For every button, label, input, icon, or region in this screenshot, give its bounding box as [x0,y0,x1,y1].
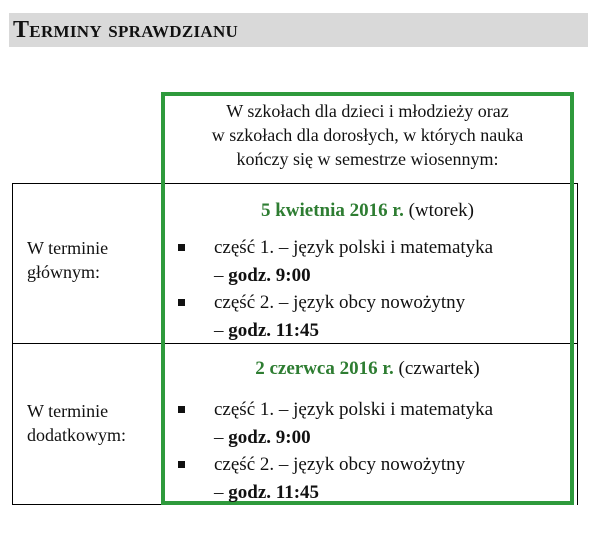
date-main-day: (wtorek) [408,200,475,221]
list-item-dash: – [214,427,229,448]
list-item-time: godz. 9:00 [228,265,311,286]
label-column [12,183,164,505]
row-label-extra-line1: W terminie [27,401,109,421]
list-item-time: godz. 9:00 [228,427,311,448]
row-label-extra [27,399,126,447]
column-header [166,99,569,171]
date-extra-day: (czwartek) [398,358,480,379]
list-item-text: część 1. – język polski i matematyka [214,237,494,258]
list-item [178,396,568,452]
list-item-text: część 2. – język obcy nowożytny [214,454,466,475]
list-item-time-line [178,317,568,345]
square-bullet-icon [178,461,185,468]
date-extra [166,356,569,382]
list-item [178,289,568,345]
page-title: Terminy sprawdzianu [13,16,239,43]
list-item-time-line [178,479,568,507]
row-label-main-line2: głównym: [27,262,101,282]
date-main [166,198,569,224]
list-item-text: część 2. – język obcy nowożytny [214,292,466,313]
date-extra-value: 2 czerwca 2016 r. [255,358,394,379]
list-item-time-line [178,424,568,452]
column-header-line2: w szkołach dla dorosłych, w których nauka [211,125,524,145]
row-label-main [27,236,108,284]
list-item-time: godz. 11:45 [228,482,320,503]
square-bullet-icon [178,299,185,306]
square-bullet-icon [178,406,185,413]
date-main-value: 5 kwietnia 2016 r. [260,200,404,221]
list-item-time-line [178,262,568,290]
list-item-dash: – [214,265,229,286]
list-item-dash: – [214,482,229,503]
list-item-time: godz. 11:45 [228,320,320,341]
table-right-edge [577,183,578,505]
list-item-dash: – [214,320,229,341]
square-bullet-icon [178,244,185,251]
list-item-text: część 1. – język polski i matematyka [214,399,494,420]
row-label-main-line1: W terminie [27,238,109,258]
list-item [178,451,568,507]
column-header-line1: W szkołach dla dzieci i młodzieży oraz [226,101,509,121]
list-item [178,234,568,290]
row-label-extra-line2: dodatkowym: [27,425,126,445]
column-header-line3: kończy się w semestrze wiosennym: [236,149,499,169]
title-bar [9,13,588,47]
